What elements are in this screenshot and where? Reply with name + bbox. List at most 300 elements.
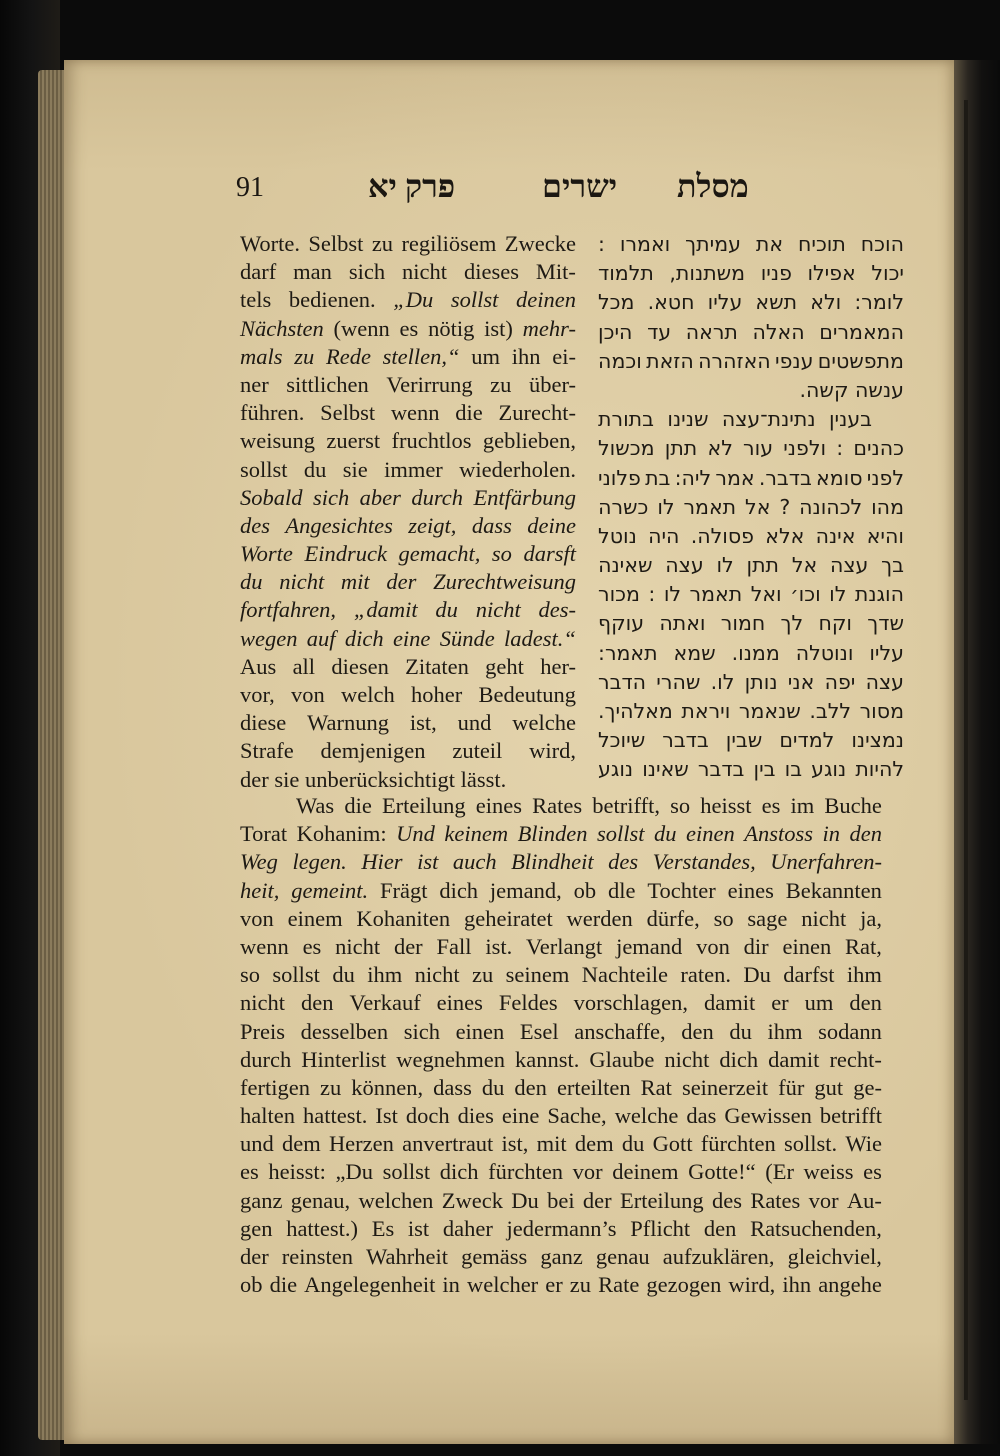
word: Wie [845, 1131, 882, 1157]
word: ihn [782, 1272, 812, 1298]
word: du [654, 821, 677, 847]
word: sollst [240, 456, 288, 482]
word: es [240, 1159, 259, 1185]
word: עוקף [598, 611, 645, 636]
german-line [240, 681, 576, 709]
word: der [240, 1244, 269, 1269]
word: fortfahren, [240, 597, 337, 623]
word: du [435, 597, 458, 623]
german-line [240, 709, 576, 737]
word: Wahrheit [366, 1244, 448, 1269]
word: Gewissen [724, 1103, 812, 1129]
word: Warnung [307, 710, 390, 736]
word: עמיתך [685, 232, 741, 256]
hebrew-line [598, 318, 904, 347]
word: המאמרים [819, 319, 904, 344]
word: heisst: [268, 1159, 326, 1185]
word: Hier [361, 849, 403, 875]
word: ולא [810, 290, 842, 315]
word: Torat [240, 821, 288, 847]
word: diesen [331, 653, 389, 679]
word: es [761, 793, 781, 818]
hebrew-line [598, 639, 904, 668]
word: um [471, 343, 501, 369]
word: einem [287, 905, 343, 931]
word: Angesichtes [285, 512, 393, 538]
word: להיות [855, 757, 904, 782]
word: ויראת [681, 699, 731, 723]
word: welche [512, 710, 576, 736]
word: מכשול [598, 436, 655, 461]
word: sittlichen [286, 371, 369, 397]
word: היה [648, 523, 680, 548]
word: die [455, 400, 483, 426]
word: בענין [828, 407, 872, 432]
word: der [582, 1187, 612, 1213]
word: unberücksichtigt [304, 766, 455, 792]
word: את [755, 232, 784, 256]
word: Sobald [240, 484, 303, 510]
word: Buche [824, 793, 882, 818]
word: Hinterlist [301, 1046, 387, 1072]
word: וכמה [598, 348, 642, 373]
word: לו. [710, 669, 735, 694]
word: wegnehmen [396, 1046, 505, 1072]
german-line [240, 737, 576, 765]
word: ganz [540, 1244, 583, 1269]
word: sie [274, 766, 300, 792]
word: dir [743, 933, 769, 959]
word: zu [294, 343, 315, 369]
word: nötig [428, 315, 475, 341]
word: אני [787, 669, 815, 694]
word: Eindruck [304, 541, 387, 567]
hebrew-line [598, 551, 904, 580]
word: gen [240, 1215, 273, 1241]
word: geht [485, 653, 524, 679]
word: ihm [767, 1018, 803, 1044]
word: des- [538, 597, 576, 623]
word: den [849, 821, 882, 847]
word: sodann [818, 1018, 882, 1044]
word: עליו [707, 290, 743, 315]
word: erteilten [556, 1074, 631, 1100]
word: nicht [335, 933, 381, 959]
word: einen [782, 933, 832, 959]
word: Unerfahren- [770, 849, 882, 875]
german-line [240, 596, 576, 624]
book-binding-right [954, 60, 1000, 1444]
word: פניו [760, 261, 792, 286]
word: מאלהיך. [598, 699, 673, 723]
word: היכן [598, 319, 633, 344]
word: לו [829, 582, 847, 607]
word: עד [647, 319, 672, 344]
german-line [240, 456, 576, 484]
word: שיוכל [598, 728, 646, 753]
word: Verlangt [526, 933, 603, 959]
word: dich [719, 1046, 759, 1072]
word: hattest.) [286, 1215, 359, 1241]
word: genau [595, 1244, 650, 1269]
word: wegen [240, 625, 298, 651]
word: werden [566, 905, 633, 931]
full-width-paragraph [240, 792, 882, 1299]
hebrew-line [598, 230, 904, 259]
word: ללב. [809, 699, 852, 723]
word: die [344, 793, 372, 818]
word: mit [536, 1131, 567, 1157]
paragraph-line [240, 820, 882, 848]
word: betrifft [819, 1103, 882, 1129]
word: immer [384, 456, 443, 482]
word: Sache, [547, 1103, 607, 1129]
word: קשה. [799, 377, 849, 402]
word: ganz [240, 1187, 283, 1213]
word: ist [417, 849, 439, 875]
word: Verstandes, [652, 849, 756, 875]
hebrew-line [598, 726, 904, 755]
word: לכהונה [799, 494, 863, 519]
word: zuteil [452, 738, 503, 764]
word: הזאת [646, 348, 694, 373]
word: שבין [725, 728, 763, 753]
word: ist. [485, 933, 513, 959]
word: יפה [824, 669, 856, 694]
word: jemand [616, 933, 683, 959]
word: ליה: [674, 465, 712, 490]
word: des [608, 849, 639, 875]
word: dass [433, 1074, 472, 1100]
word: eine [501, 1103, 540, 1129]
word: Fall [436, 933, 472, 959]
word: ob [573, 877, 597, 903]
word: gemäss [461, 1244, 528, 1269]
word: sollst [382, 1159, 431, 1185]
word: sollst [597, 821, 645, 847]
word: das [686, 1103, 717, 1129]
word: darf [240, 259, 277, 285]
word: ענשה [855, 377, 904, 402]
word: für [778, 1074, 805, 1100]
word: Du [743, 962, 771, 988]
word: בין [753, 757, 776, 782]
word: und [240, 1131, 274, 1157]
word: תתן [664, 436, 698, 461]
word: ist, [409, 710, 437, 736]
paragraph-line [240, 1158, 882, 1186]
word: anvertraut [402, 1131, 494, 1157]
word: du [481, 1074, 505, 1100]
paragraph-line [240, 1102, 882, 1130]
paragraph-line [240, 1271, 882, 1299]
word: לומר: [854, 290, 904, 315]
word: dich [439, 1159, 479, 1185]
word: fertigen [240, 1074, 310, 1100]
paragraph-line [240, 877, 882, 905]
paragraph-line [240, 1187, 882, 1215]
word: נוגע [811, 757, 847, 782]
word: Nächsten [240, 315, 324, 341]
word: du [621, 1131, 645, 1157]
word: נמצינו [851, 728, 904, 753]
word: חטא. [647, 290, 695, 315]
word: מכל [598, 290, 635, 315]
word: tels [240, 287, 272, 313]
word: עצה [829, 553, 869, 578]
word: Ratsuchenden, [750, 1215, 882, 1241]
word: den [849, 990, 882, 1016]
hebrew-line [598, 580, 904, 609]
hebrew-line [598, 376, 904, 405]
word: ist) [484, 315, 513, 341]
word: Rede [325, 343, 371, 369]
word: Zurechtweisung [433, 569, 576, 595]
word: נוטל [598, 523, 637, 548]
word: Rates [532, 793, 583, 818]
word: עצה [665, 553, 704, 578]
word: wiederholen. [459, 456, 576, 482]
word: ממנו. [731, 640, 780, 665]
running-title-word: ישרים [542, 168, 618, 204]
word: zeigt, [408, 512, 457, 538]
word: Aus [240, 653, 277, 679]
word: dass [471, 512, 512, 538]
word: nicht [402, 259, 448, 285]
word: weisung [240, 428, 315, 454]
word: Blinden [517, 821, 588, 847]
german-line [240, 484, 576, 512]
word: Feldes [498, 990, 558, 1016]
word: den [681, 1018, 714, 1044]
word: Sünde [439, 625, 495, 651]
word: geheiratet [464, 905, 553, 931]
word: לך [780, 611, 804, 636]
word: Selbst [308, 231, 364, 256]
word: sollst. [783, 1131, 838, 1157]
word: wird, [728, 1272, 776, 1298]
word: אל [745, 494, 771, 519]
word: ge- [853, 1074, 882, 1100]
binding-spine-line [964, 100, 968, 1400]
word: אפילו [807, 261, 856, 286]
hebrew-line [598, 609, 904, 638]
page-number: 91 [236, 172, 264, 203]
word: לו [716, 553, 734, 578]
word: vor, [240, 682, 275, 707]
word: Es [371, 1215, 395, 1241]
word: „Du [335, 1159, 373, 1185]
word: so [670, 793, 691, 818]
word: damit [768, 1046, 820, 1072]
word: den [703, 1215, 737, 1241]
german-line [240, 766, 576, 794]
word: „damit [353, 597, 418, 623]
word: האזהרה [698, 348, 771, 373]
word: wird, [529, 738, 576, 764]
paragraph-line [240, 989, 882, 1017]
word: ? [779, 494, 791, 519]
word: gemacht, [398, 541, 481, 567]
word: חמור [720, 611, 766, 636]
word: vor [572, 1159, 603, 1185]
word: Zitaten [405, 653, 469, 679]
word: תאמר [683, 494, 737, 519]
german-line [240, 653, 576, 681]
word: vorschlagen, [573, 990, 688, 1016]
word: du [729, 1018, 752, 1044]
word: reinsten [281, 1244, 354, 1269]
word: שנאמר [738, 699, 801, 723]
word: Was [296, 793, 335, 818]
word: שאינו [642, 757, 689, 782]
word: daher [442, 1215, 493, 1241]
word: im [790, 793, 815, 818]
word: aufzuklären, [662, 1244, 775, 1269]
hebrew-line [598, 522, 904, 551]
word: jemand, [489, 877, 562, 903]
word: ja, [860, 905, 882, 931]
word: Zwecke [504, 231, 576, 256]
word: dieses [463, 259, 519, 285]
german-line [240, 258, 576, 286]
word: ואל [750, 582, 782, 607]
word: שאינה [598, 553, 653, 578]
word: ואתה [659, 611, 706, 636]
word: anschaffe, [574, 1018, 666, 1044]
word: תתן [746, 553, 780, 578]
word: סומא [816, 465, 863, 490]
word: auch [452, 849, 497, 875]
word: so [491, 541, 512, 567]
word: לו [657, 494, 675, 519]
word: welche [614, 1103, 679, 1129]
word: nicht [801, 905, 847, 931]
word: וקח [818, 611, 852, 636]
word: מהו [871, 494, 904, 519]
word: : [598, 232, 605, 256]
word: וכו׳ [790, 582, 821, 607]
word: Verkauf [349, 990, 421, 1016]
word: Glaube [589, 1046, 655, 1072]
hebrew-line [598, 493, 904, 522]
word: בדבר [662, 728, 709, 753]
word: (wenn [333, 315, 390, 341]
word: desselben [300, 1018, 389, 1044]
word: Kohanim: [296, 821, 387, 847]
word: ונוטלה [795, 640, 854, 665]
german-line [240, 512, 576, 540]
page-header [0, 168, 1000, 218]
word: בתורת [598, 407, 654, 432]
paragraph-line [240, 1046, 882, 1074]
word: die [269, 1272, 298, 1298]
word: לו [663, 582, 682, 607]
word: Frägt [379, 877, 428, 903]
word: fürchten [700, 1131, 776, 1157]
word: Gotte!“ [688, 1159, 756, 1185]
word: durch [240, 1046, 292, 1072]
word: עצה [865, 669, 904, 694]
paragraph-line [240, 961, 882, 989]
word: aber [359, 484, 401, 510]
word: למדים [779, 728, 835, 753]
word: diese [240, 710, 287, 736]
word: Angelegenheit [304, 1272, 436, 1298]
word: her- [540, 653, 576, 679]
word: עור [743, 436, 774, 461]
word: gemeint. [291, 877, 369, 903]
word: der [393, 933, 423, 959]
word: Mit- [535, 259, 576, 285]
word: ob [240, 1272, 263, 1298]
word: ihn [511, 343, 541, 369]
german-line [240, 230, 576, 258]
word: נותן [744, 669, 778, 694]
word: dürfe, [646, 905, 700, 931]
word: du [332, 962, 355, 988]
word: wenn [240, 933, 289, 959]
word: sich [403, 1018, 440, 1044]
german-line [240, 343, 576, 371]
word: תאמר: [598, 640, 658, 665]
word: Ist [375, 1103, 398, 1129]
word: sage [747, 905, 788, 931]
word: wenn [390, 400, 440, 426]
word: Gott [652, 1131, 693, 1157]
word: darfst [783, 962, 835, 988]
word: Weg [240, 849, 278, 875]
word: eines [475, 793, 523, 818]
word: ihm [367, 962, 403, 988]
word: פלוני [598, 465, 641, 490]
word: Nachteile [581, 962, 668, 988]
word: jedermann’s [506, 1215, 617, 1241]
word: bei [547, 1187, 575, 1213]
word: man [293, 259, 332, 285]
word: שנינו [667, 407, 709, 432]
word: תשא [755, 290, 798, 315]
word: gut [814, 1074, 844, 1100]
word: angehe [818, 1272, 882, 1298]
word: תלמוד [598, 261, 654, 286]
word: Verirrung [386, 371, 473, 397]
word: לפני [866, 465, 904, 490]
word: zu [472, 962, 494, 988]
word: halten [240, 1103, 295, 1129]
word: den [514, 1074, 547, 1100]
word: Anstoss [744, 821, 814, 847]
word: geblieben, [482, 428, 576, 454]
word: so [240, 962, 261, 988]
word: raten. [680, 962, 731, 988]
word: Erteilung [619, 1187, 704, 1213]
word: לא [707, 436, 733, 461]
word: auf [306, 625, 336, 651]
word: יכול [871, 261, 904, 286]
word: Strafe [240, 738, 294, 764]
word: es [399, 315, 419, 341]
word: des [712, 1187, 742, 1213]
word: ihm [846, 962, 882, 988]
word: durch [411, 484, 463, 510]
word: אלא [765, 523, 805, 548]
word: bedienen. [288, 287, 376, 313]
word: Pflicht [630, 1215, 691, 1241]
hebrew-line [598, 288, 904, 317]
word: בו [784, 757, 803, 782]
word: ist, [501, 1131, 529, 1157]
